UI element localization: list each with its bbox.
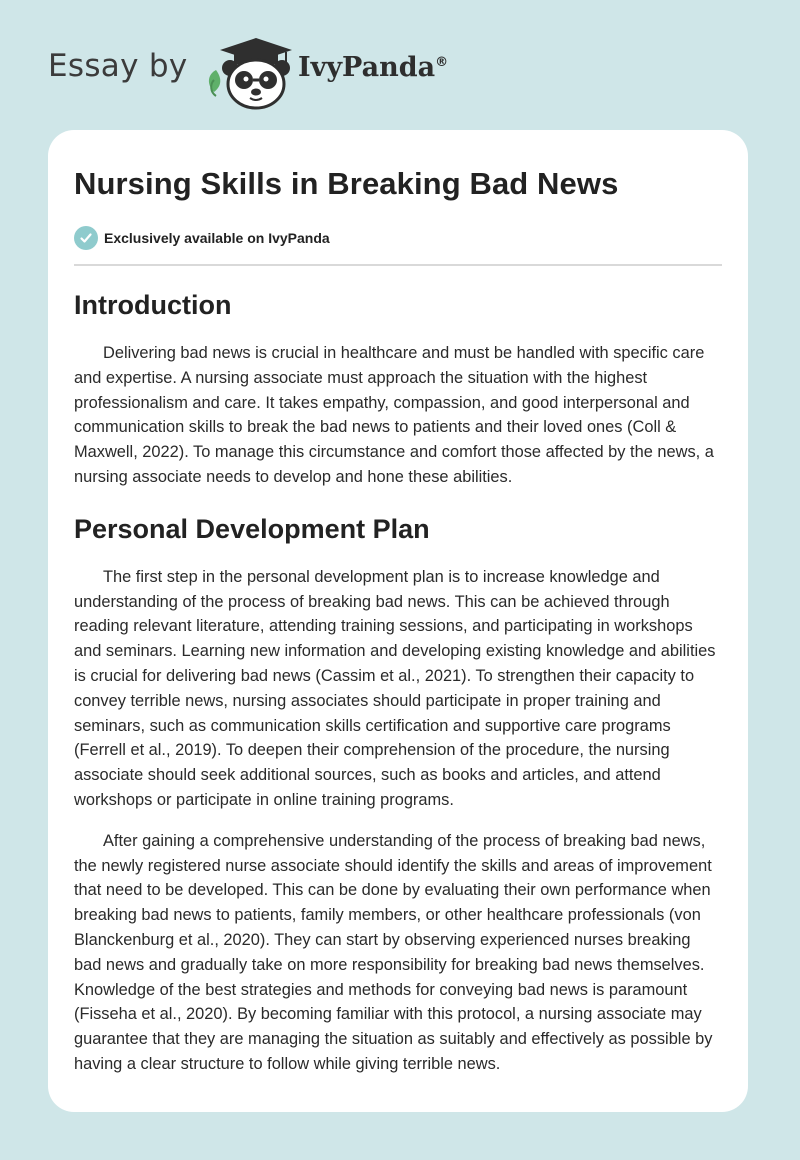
divider (74, 264, 722, 266)
paragraph: The first step in the personal development plan is to increase knowledge and understanding of the process of breaking bad news. This can be achieved through reading relevant literature, attending training sessions, and participating in workshops and seminars. Learning new information and developing existing knowledge and abilities is crucial for delivering bad news (Cassim et al., 2021). To strengthen their capacity to convey terrible news, nursing associates should participate in proper training and seminars, such as communication skills certification and supportive care programs (Ferrell et al., 2019). To deepen their comprehension of the procedure, the nursing associate should seek additional sources, such as books and articles, and attend workshops or participate in online training programs. (74, 567, 716, 809)
section-heading-introduction: Introduction (74, 290, 232, 320)
exclusive-label: Exclusively available on IvyPanda (104, 230, 330, 246)
site-header (48, 34, 648, 114)
brand-name[interactable] (298, 52, 448, 83)
brand-text: IvyPanda (298, 52, 436, 83)
paragraph: Delivering bad news is crucial in healthcare and must be handled with specific care and expertise. A nursing associate must approach the situation with the highest professionalism and care. It takes empathy, compassion, and good interpersonal and communication skills to break the bad news to patients and their loved ones (Coll & Maxwell, 2022). To manage this circumstance and comfort those affected by the news, a nursing associate needs to develop and hone these abilities. (74, 344, 714, 486)
essay-card (48, 130, 748, 1112)
registered-mark: ® (435, 55, 449, 70)
exclusive-badge (74, 226, 722, 250)
check-icon (74, 226, 98, 250)
essay-by-label: Essay by (48, 48, 188, 84)
panda-logo-icon[interactable] (200, 34, 296, 110)
page-title: Nursing Skills in Breaking Bad News (74, 166, 619, 201)
paragraph: After gaining a comprehensive understanding of the process of breaking bad news, the newly registered nurse associate should identify the skills and areas of improvement that need to be developed. This can be done by evaluating their own performance when breaking bad news to patients, family members, or other healthcare professionals (von Blanckenburg et al., 2020). They can start by observing experienced nurses breaking bad news and gradually take on more responsibility for breaking bad news themselves. Knowledge of the best strategies and methods for conveying bad news is paramount (Fisseha et al., 2020). By becoming familiar with this protocol, a nursing associate may guarantee that they are managing the situation as suitably and effectively as possible by having a clear structure to follow while giving terrible news. (74, 831, 713, 1073)
section-heading-personal-development-plan: Personal Development Plan (74, 513, 430, 544)
